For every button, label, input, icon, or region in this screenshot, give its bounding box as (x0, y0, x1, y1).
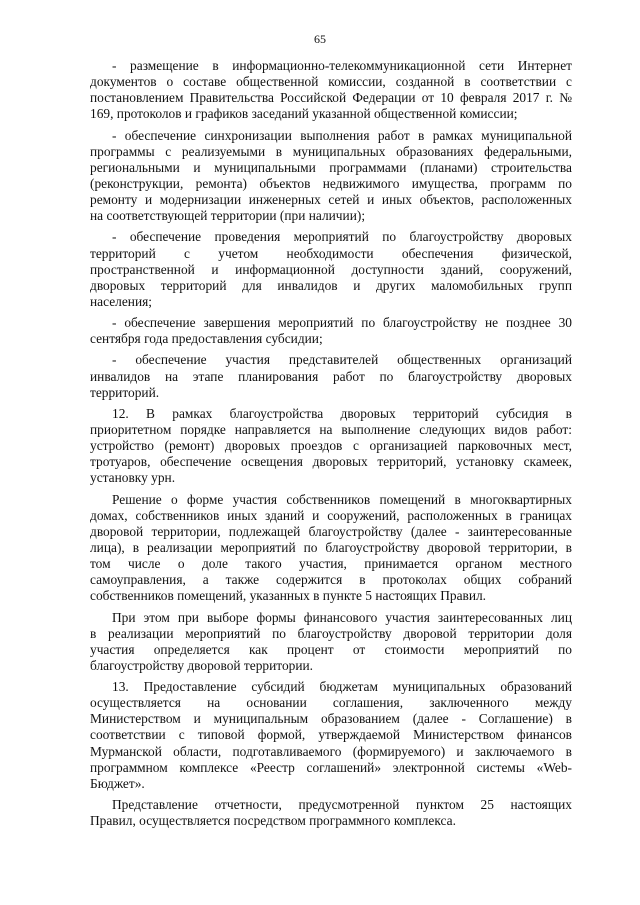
text-line: - обеспечение завершения мероприятий по благоустройству не позднее 30 (112, 315, 572, 331)
text-line: программном комплексе «Реестр соглашений» электронной системы «Web- (90, 759, 572, 775)
text-line: постановлением Правительства Российской Федерации от 10 февраля 2017 г. № (90, 90, 572, 106)
text-line: Министерством и муниципальным образованием (далее - Соглашение) в (90, 711, 572, 727)
text-line: документов о составе общественной комиссии, созданной в соответствии с (90, 74, 572, 90)
text-line: - размещение в информационно-телекоммуникационной сети Интернет (112, 58, 572, 73)
paragraph (90, 229, 572, 310)
text-line: (реконструкции, ремонта) объектов недвижимого имущества, программ по (90, 175, 572, 191)
text-line: участия определяется как процент от стоимости мероприятий по (90, 641, 572, 657)
text-line: - обеспечение синхронизации выполнения работ в рамках муниципальной (112, 127, 572, 143)
paragraph (90, 610, 572, 675)
text-line: благоустройству дворовой территории. (90, 657, 314, 673)
text-line: том числе о доле такого участия, принимается органом местного (90, 556, 572, 572)
text-line: самоуправления, а также содержится в протоколах общих собраний (90, 572, 572, 588)
text-line: Мурманской области, подготавливаемого (формируемого) и заключаемого в (90, 743, 572, 759)
paragraph (90, 797, 572, 829)
text-line: дворовой территории, подлежащей благоустройству (далее - заинтересованные (90, 523, 572, 539)
text-line: устройство (ремонт) дворовых проездов с организацией парковочных мест, (90, 438, 572, 454)
text-line: Правил, осуществляется посредством программного комплекса. (90, 813, 456, 829)
text-line: соответствии с типовой формой, утверждаемой Министерством финансов (90, 727, 572, 743)
text-line: на соответствующей территории (при наличии); (90, 208, 366, 224)
text-line: региональными и муниципальными программами (планами) строительства (90, 159, 572, 175)
text-line: населения; (90, 293, 152, 309)
paragraph (90, 406, 572, 487)
paragraph (90, 352, 572, 400)
paragraph (90, 492, 572, 605)
text-line: в реализации мероприятий по благоустройству дворовой территории доля (90, 625, 572, 641)
text-line: Представление отчетности, предусмотренной пунктом 25 настоящих (112, 797, 572, 813)
text-line: осуществляется на основании соглашения, заключенного между (90, 695, 572, 711)
text-line: дворовых территорий для инвалидов и других маломобильных групп (90, 277, 572, 293)
text-line: - обеспечение проведения мероприятий по благоустройству дворовых (112, 229, 572, 245)
paragraph (90, 679, 572, 792)
text-line: тротуаров, обеспечение освещения дворовых территорий, установку скамеек, (90, 454, 572, 470)
text-line: программы с реализуемыми в муниципальных образованиях федеральными, (90, 143, 572, 159)
text-line: При этом при выборе формы финансового участия заинтересованных лиц (112, 609, 572, 625)
text-line: пространственной и информационной доступности зданий, сооружений, (90, 261, 572, 277)
text-line: - обеспечение участия представителей общественных организаций (112, 352, 572, 368)
text-line: установку урн. (90, 470, 176, 486)
text-line: Решение о форме участия собственников помещений в многоквартирных (112, 491, 572, 507)
paragraph (90, 58, 572, 123)
paragraph (90, 128, 572, 225)
text-line: территорий. (90, 384, 160, 400)
text-line: 169, протоколов и графиков заседаний указанной общественной комиссии; (90, 106, 518, 122)
text-line: 13. Предоставление субсидий бюджетам муниципальных образований (112, 679, 572, 695)
text-line: ремонту и модернизации инженерных сетей и иных объектов, расположенных (90, 192, 572, 208)
text-line: 12. В рамках благоустройства дворовых территорий субсидия в (112, 405, 572, 421)
text-line: домах, собственников иных зданий и сооружений, расположенных в границах (90, 507, 572, 523)
paragraph (90, 315, 572, 347)
page-number: 65 (314, 32, 326, 46)
text-line: лица), в реализации мероприятий по благоустройству дворовой территории, в (90, 539, 572, 555)
text-line: приоритетном порядке направляется на выполнение следующих видов работ: (90, 421, 572, 437)
text-line: собственников помещений, указанных в пункте 5 настоящих Правил. (90, 588, 487, 604)
text-line: инвалидов на этапе планирования работ по благоустройству дворовых (90, 368, 572, 384)
text-line: Бюджет». (90, 775, 145, 791)
document-body (90, 58, 572, 834)
text-line: территорий с учетом необходимости обеспечения физической, (90, 245, 572, 261)
text-line: сентября года предоставления субсидии; (90, 331, 323, 347)
